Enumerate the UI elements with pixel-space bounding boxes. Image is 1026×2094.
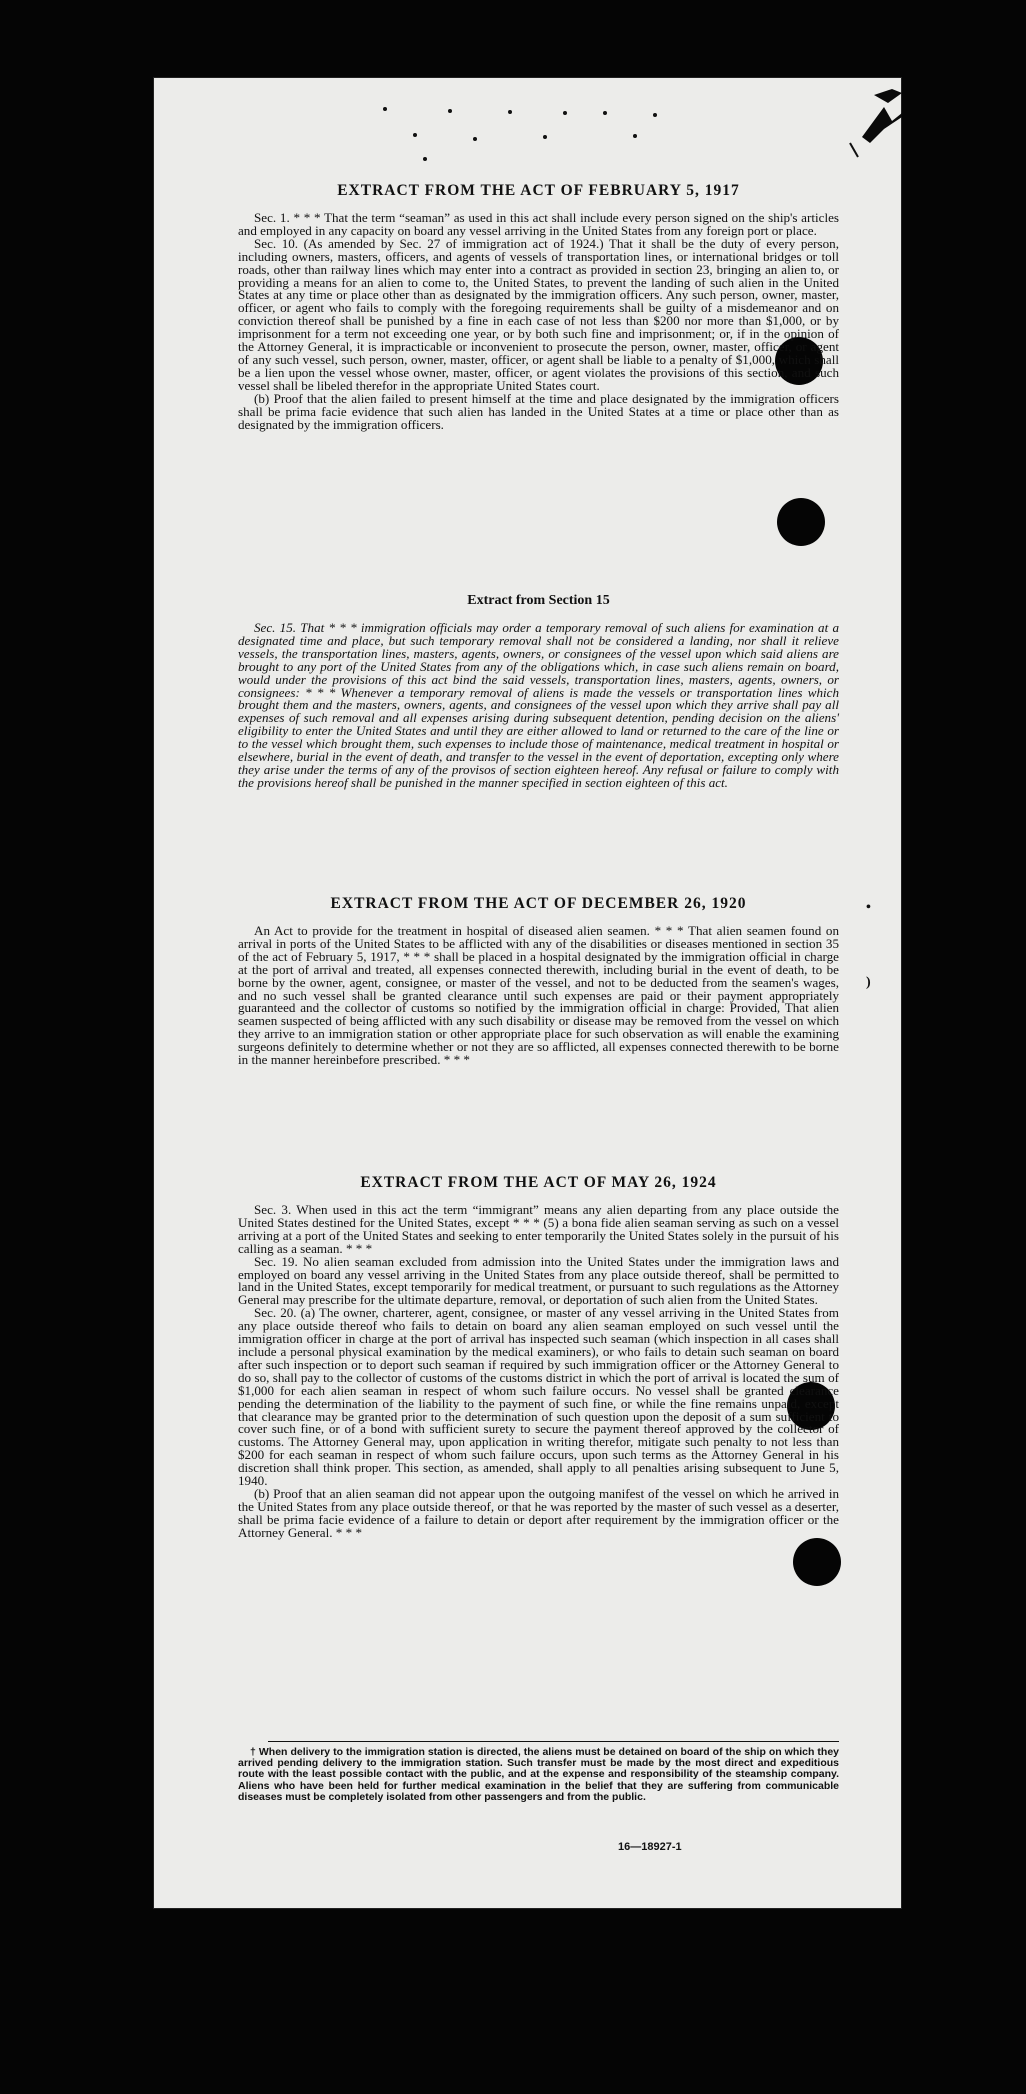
section-body-1920 xyxy=(238,925,839,1067)
paragraph-sec-19: Sec. 19. No alien seaman excluded from admission into the United States under the immigration laws and employed on board any vessel arriving in the United States from any place outside thereof, shall be permitted to land in the United States, except temporarily for medical treatment, or pursuant to such regulations as the Attorney General may prescribe for the ultimate departure, removal, or deportation of such alien from the United States. xyxy=(238,1253,839,1308)
section-body-1917 xyxy=(238,212,839,431)
margin-mark-1: • xyxy=(866,900,871,915)
footnote xyxy=(238,1747,839,1803)
paragraph-sec-10: Sec. 10. (As amended by Sec. 27 of immigration act of 1924.) That it shall be the duty of every person, including owners, masters, officers, and agents of vessels of transportation lines, or international bridges or toll roads, other than railway lines which may enter into a contract as provided in section 23, bringing an alien to, or providing a means for an alien to come to, the United States, to prevent the landing of such alien in the United States at any time or place other than as designated by the immigration officers. Any such person, owner, master, officer, or agent who fails to comply with the foregoing requirements shall be guilty of a misdemeanor and on conviction thereof shall be punished by a fine in each case of not less than $200 nor more than $1,000, or by imprisonment for a term not exceeding one year, or by both such fine and imprisonment; or, if in the opinion of the Attorney General, it is impracticable or inconvenient to prosecute the person, owner, master, officer, or agent of any such vessel, such person, owner, master, officer, or agent shall be liable to a penalty of $1,000, which shall be a lien upon the vessel whose owner, master, officer, or agent violates the provisions of this section, and such vessel shall be libeled therefor in the appropriate United States court. xyxy=(238,235,839,393)
footnote-text: † When delivery to the immigration station is directed, the aliens must be detained on board of the ship on which they arrived pending delivery to the immigration station. Such transfer must be made by the most direct and expeditious route with the least possible contact with the public, and at the expense and responsibility of the steamship company. Aliens who have been held for further medical examination in the belief that they are suffering from communicable diseases must be completely isolated from other passengers and from the public. xyxy=(238,1746,839,1803)
section-body-section-15 xyxy=(238,622,839,790)
section-heading-1917: EXTRACT FROM THE ACT OF FEBRUARY 5, 1917 xyxy=(337,182,740,199)
form-number: 16—18927-1 xyxy=(618,1841,682,1853)
document-body xyxy=(238,77,839,1909)
paragraph-act-1920: An Act to provide for the treatment in hospital of diseased alien seamen. * * * That alien seamen found on arrival in ports of the United States to be afflicted with any of the disabilities or diseases mentioned in section 35 of the act of February 5, 1917, * * * shall be placed in a hospital designated by the immigration official in charge at the port of arrival and treated, all expenses connected therewith, including burial in the event of death, to be borne by the owner, agent, consignee, or master of the vessel, and not to be deducted from the seamen's wages, and no such vessel shall be granted clearance until such expenses are paid or their payment appropriately guaranteed and the collector of customs so notified by the immigration official in charge: Provided, That alien seamen suspected of being afflicted with any such disability or disease may be removed from the vessel on which they arrive to an immigration station or other appropriate place for such observation as will enable the examining surgeons definitely to determine whether or not they are so afflicted, all expenses connected therewith to be borne in the manner hereinbefore prescribed. * * * xyxy=(238,923,839,1068)
margin-mark-2: ) xyxy=(866,975,871,990)
paragraph-sec-20-b: (b) Proof that an alien seaman did not appear upon the outgoing manifest of the vessel on which he arrived in the United States from any place outside thereof, or that he was reported by the master of such vessel as a deserter, shall be prima facie evidence of a failure to detain or deport after requirement by the immigration officer or the Attorney General. * * * xyxy=(238,1485,839,1540)
section-heading-1920: EXTRACT FROM THE ACT OF DECEMBER 26, 1920 xyxy=(330,895,747,912)
document-sheet xyxy=(153,77,902,1909)
section-body-1924 xyxy=(238,1204,839,1540)
section-heading-section-15: Extract from Section 15 xyxy=(467,593,610,608)
paragraph-sec-20-a: Sec. 20. (a) The owner, charterer, agent, consignee, or master of any vessel arriving in the United States from any place outside thereof who fails to detain on board any alien seaman employed on such vessel until the immigration officer in charge at the port of arrival has inspected such seaman (which inspection in all cases shall include a personal physical examination by the medical examiners), or who fails to detain such seaman on board after such inspection or to deport such seaman if required by such immigration officer or the Attorney General to do so, shall pay to the collector of customs of the customs district in which the port of arrival is located the sum of $1,000 for each alien seaman in respect of whom such failure occurs. No vessel shall be granted clearance pending the determination of the liability to the payment of such fine, or while the fine remains unpaid, except that clearance may be granted prior to the determination of such question upon the deposit of a sum sufficient to cover such fine, or of a bond with sufficient surety to secure the payment thereof approved by the collector of customs. The Attorney General may, upon application in writing therefor, mitigate such penalty to not less than $200 for each seaman in respect of whom such failure occurs, upon such terms as the Attorney General in his discretion shall think proper. This section, as amended, shall apply to all penalties arising subsequent to June 5, 1940. xyxy=(238,1305,839,1489)
paragraph-sec-3: Sec. 3. When used in this act the term “immigrant” means any alien departing from any place outside the United States destined for the United States, except * * * (5) a bona fide alien seaman serving as such on a vessel arriving at a port of the United States and seeking to enter temporarily the United States solely in the pursuit of his calling as a seaman. * * * xyxy=(238,1202,839,1256)
paragraph-sec-1: Sec. 1. * * * That the term “seaman” as used in this act shall include every person signed on the ship's articles and employed in any capacity on board any vessel arriving in the United States from any foreign port or place. xyxy=(238,210,839,238)
footnote-divider xyxy=(268,1741,839,1742)
paragraph-sec-10-b: (b) Proof that the alien failed to present himself at the time and place designated by the immigration officers shall be prima facie evidence that such alien has landed in the United States at a time or place other than as designated by the immigration officers. xyxy=(238,390,839,432)
paragraph-sec-15: Sec. 15. That * * * immigration officials may order a temporary removal of such aliens for examination at a designated time and place, but such temporary removal shall not be considered a landing, nor shall it relieve vessels, the transportation lines, masters, agents, owners, or consignees of the vessel upon which said aliens are brought to any port of the United States from any of the obligations which, in case such aliens remain on board, would under the provisions of this act bind the said vessels, transportation lines, masters, agents, owners, or consignees: * * * Whenever a temporary removal of aliens is made the vessels or transportation lines which brought them and the masters, owners, agents, and consignees of the vessel upon which they arrive shall pay all expenses of such removal and all expenses arising during subsequent detention, pending decision on the aliens' eligibility to enter the United States and until they are either allowed to land or returned to the care of the line or to the vessel which brought them, such expenses to include those of maintenance, medical treatment in hospital or elsewhere, burial in the event of death, and transfer to the vessel in the event of deportation, excepting only where they arise under the terms of any of the provisos of section eighteen hereof. Any refusal or failure to comply with the provisions hereof shall be punished in the manner specified in section eighteen of this act. xyxy=(238,620,839,790)
section-heading-1924: EXTRACT FROM THE ACT OF MAY 26, 1924 xyxy=(360,1174,717,1191)
